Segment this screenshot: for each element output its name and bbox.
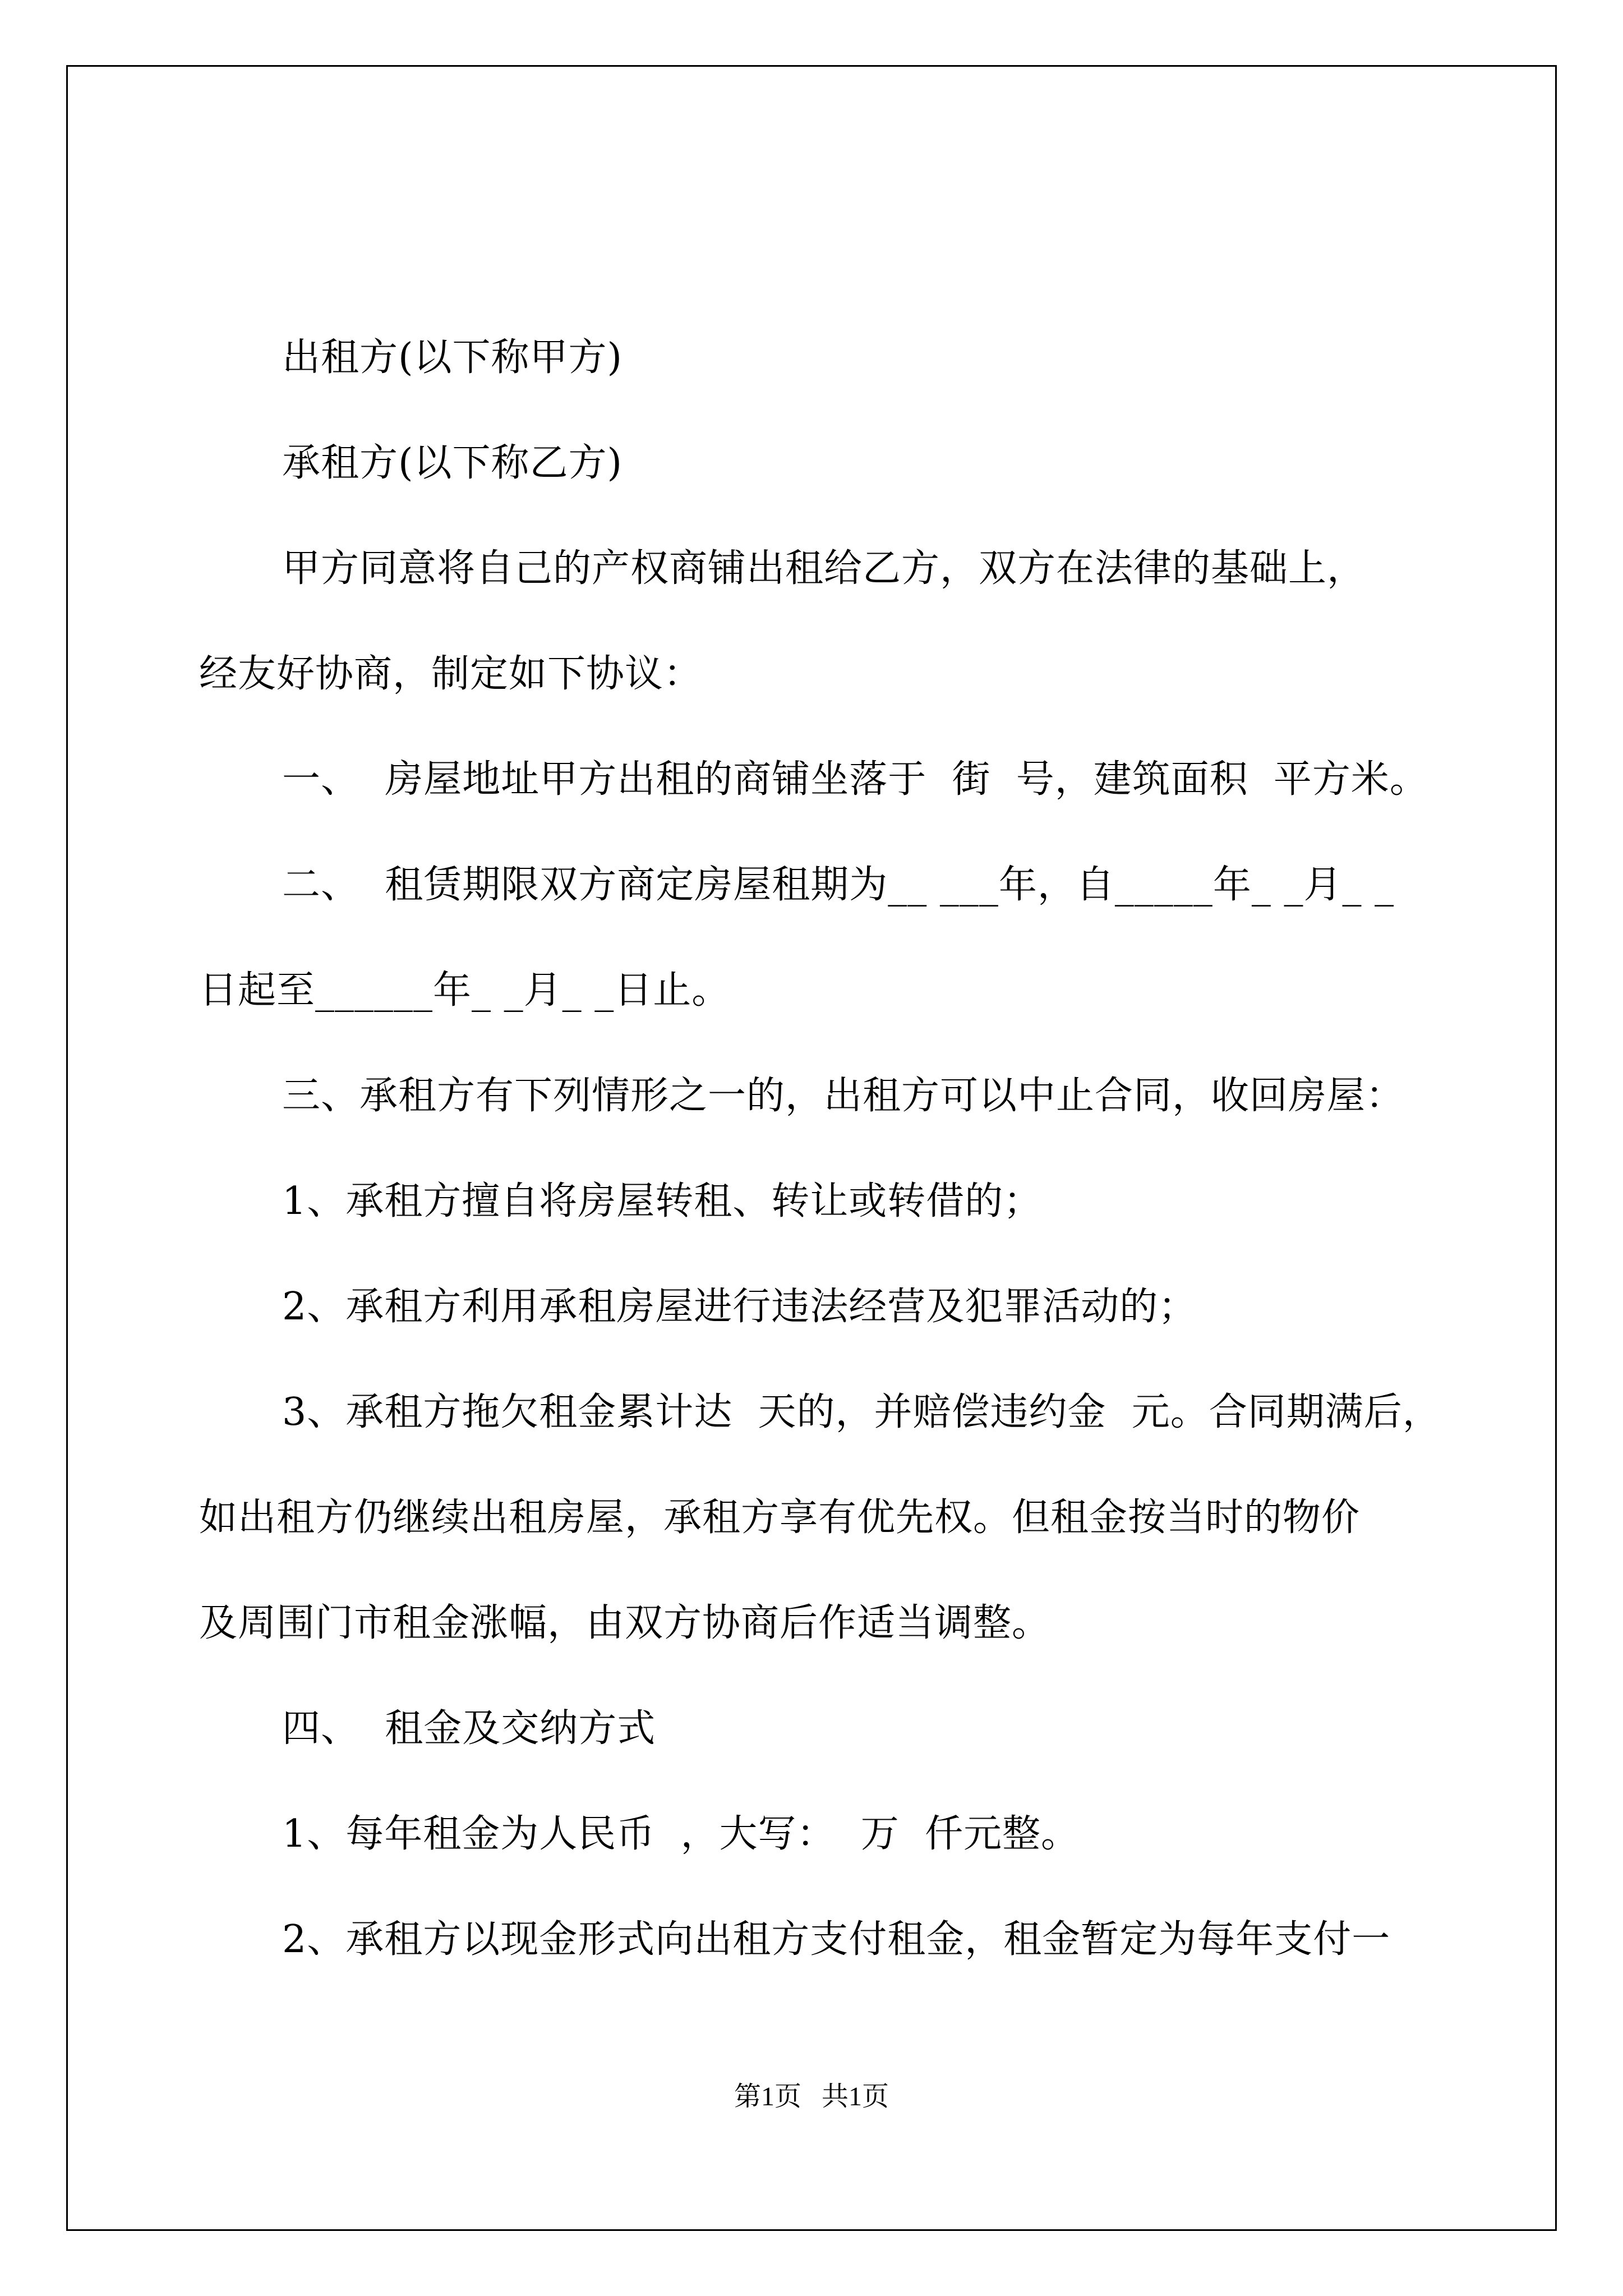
page-number-footer: 第1页 共1页 bbox=[734, 2082, 889, 2111]
clause-2-term-line-1: 二、 租赁期限双方商定房屋租期为__ ___年，自_____年_ _月_ _ bbox=[282, 863, 1395, 907]
page-border bbox=[66, 65, 1557, 2231]
clause-3-item-3-line-3: 及周围门市租金涨幅，由双方协商后作适当调整。 bbox=[199, 1601, 1051, 1645]
agreement-intro-line-1: 甲方同意将自己的产权商铺出租给乙方，双方在法律的基础上， bbox=[282, 546, 1366, 591]
clause-3-item-3-line-2: 如出租方仍继续出租房屋，承租方享有优先权。但租金按当时的物价 bbox=[199, 1496, 1361, 1540]
clause-4-item-1: 1、每年租金为人民币 ，大写： 万 仟元整。 bbox=[282, 1812, 1080, 1856]
clause-1-address: 一、 房屋地址甲方出租的商铺坐落于 街 号，建筑面积 平方米。 bbox=[282, 757, 1428, 802]
clause-3-heading: 三、承租方有下列情形之一的，出租方可以中止合同，收回房屋： bbox=[282, 1074, 1405, 1118]
lessee-line: 承租方(以下称乙方) bbox=[282, 441, 623, 485]
clause-3-item-1: 1、承租方擅自将房屋转租、转让或转借的； bbox=[282, 1179, 1043, 1223]
clause-3-item-2: 2、承租方利用承租房屋进行违法经营及犯罪活动的； bbox=[282, 1285, 1197, 1329]
lessor-line: 出租方(以下称甲方) bbox=[282, 335, 623, 380]
clause-4-item-2: 2、承租方以现金形式向出租方支付租金，租金暂定为每年支付一 bbox=[282, 1917, 1391, 1962]
clause-4-heading: 四、 租金及交纳方式 bbox=[282, 1706, 656, 1751]
agreement-intro-line-2: 经友好协商，制定如下协议： bbox=[199, 652, 703, 696]
clause-2-term-line-2: 日起至______年_ _月_ _日止。 bbox=[199, 968, 731, 1013]
clause-3-item-3-line-1: 3、承租方拖欠租金累计达 天的，并赔偿违约金 元。合同期满后， bbox=[282, 1390, 1441, 1434]
